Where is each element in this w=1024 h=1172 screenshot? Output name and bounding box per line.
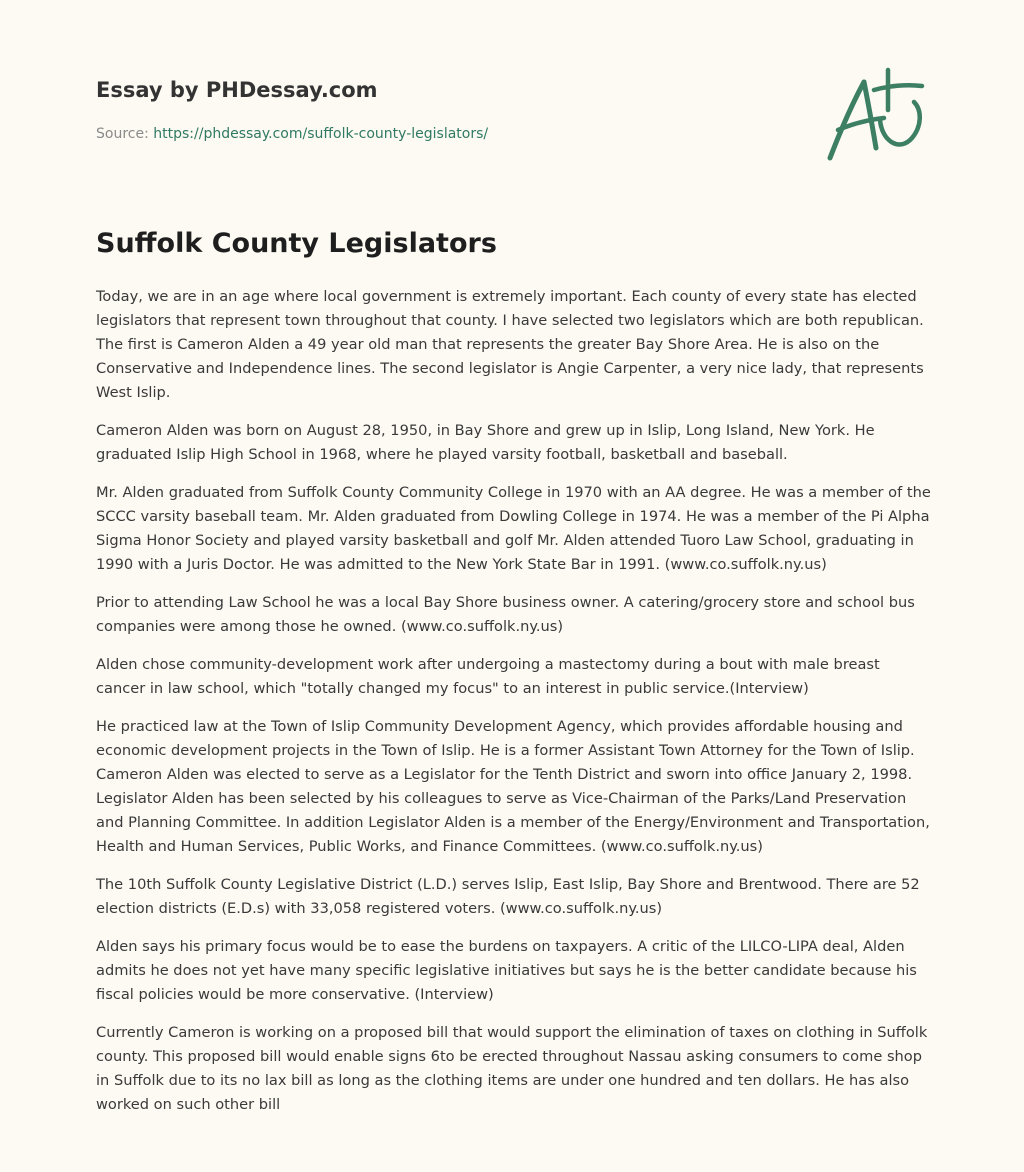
article-paragraph: Cameron Alden was born on August 28, 1950, in Bay Shore and grew up in Islip, Long Island, New York. He graduated Islip High School in 1968, where he played varsity football, basketball and baseball. xyxy=(96,422,875,463)
article-paragraph: Alden says his primary focus would be to ease the burdens on taxpayers. A critic of the LILCO-LIPA deal, Alden admits he does not yet have many specific legislative initiatives but says he is the better candidate because his fiscal policies would be more conservative. (Interview) xyxy=(96,938,917,1003)
source-line xyxy=(96,124,796,144)
article-paragraph: The 10th Suffolk County Legislative District (L.D.) serves Islip, East Islip, Bay Shore and Brentwood. There are 52 election districts (E.D.s) with 33,058 registered voters. (www.co.suffolk.ny.us) xyxy=(96,876,920,917)
brand-title: Essay by PHDessay.com xyxy=(96,78,378,102)
article-paragraph: Today, we are in an age where local government is extremely important. Each county of every state has elected legislators that represent town throughout that county. I have selected two legislators which are both republican. The first is Cameron Alden a 49 year old man that represents the greater Bay Shore Area. He is also on the Conservative and Independence lines. The second legislator is Angie Carpenter, a very nice lady, that represents West Islip. xyxy=(96,288,924,401)
essay-header xyxy=(96,74,796,144)
article-paragraph: Mr. Alden graduated from Suffolk County Community College in 1970 with an AA degree. He was a member of the SCCC varsity baseball team. Mr. Alden graduated from Dowling College in 1974. He was a member of the Pi Alpha Sigma Honor Society and played varsity basketball and golf Mr. Alden attended Tuoro Law School, graduating in 1990 with a Juris Doctor. He was admitted to the New York State Bar in 1991. (www.co.suffolk.ny.us) xyxy=(96,484,931,573)
article-paragraph: Prior to attending Law School he was a local Bay Shore business owner. A catering/grocery store and school bus companies were among those he owned. (www.co.suffolk.ny.us) xyxy=(96,594,915,635)
source-link[interactable]: https://phdessay.com/suffolk-county-legislators/ xyxy=(153,126,489,142)
article-title: Suffolk County Legislators xyxy=(96,228,497,259)
a-plus-logo-icon xyxy=(818,62,930,172)
article-paragraph: He practiced law at the Town of Islip Community Development Agency, which provides affordable housing and economic development projects in the Town of Islip. He is a former Assistant Town Attorney for the Town of Islip. Cameron Alden was elected to serve as a Legislator for the Tenth District and sworn into office January 2, 1998. Legislator Alden has been selected by his colleagues to serve as Vice-Chairman of the Parks/Land Preservation and Planning Committee. In addition Legislator Alden is a member of the Energy/Environment and Transportation, Health and Human Services, Public Works, and Finance Committees. (www.co.suffolk.ny.us) xyxy=(96,718,930,855)
source-label: Source: xyxy=(96,126,149,142)
article-paragraph: Alden chose community-development work after undergoing a mastectomy during a bout with male breast cancer in law school, which "totally changed my focus" to an interest in public service.(Interview) xyxy=(96,656,880,697)
article-body xyxy=(96,285,932,1131)
article-paragraph: Currently Cameron is working on a proposed bill that would support the elimination of taxes on clothing in Suffolk county. This proposed bill would enable signs 6to be erected throughout Nassau asking consumers to come shop in Suffolk due to its no lax bill as long as the clothing items are under one hundred and ten dollars. He has also worked on such other bill xyxy=(96,1024,928,1113)
